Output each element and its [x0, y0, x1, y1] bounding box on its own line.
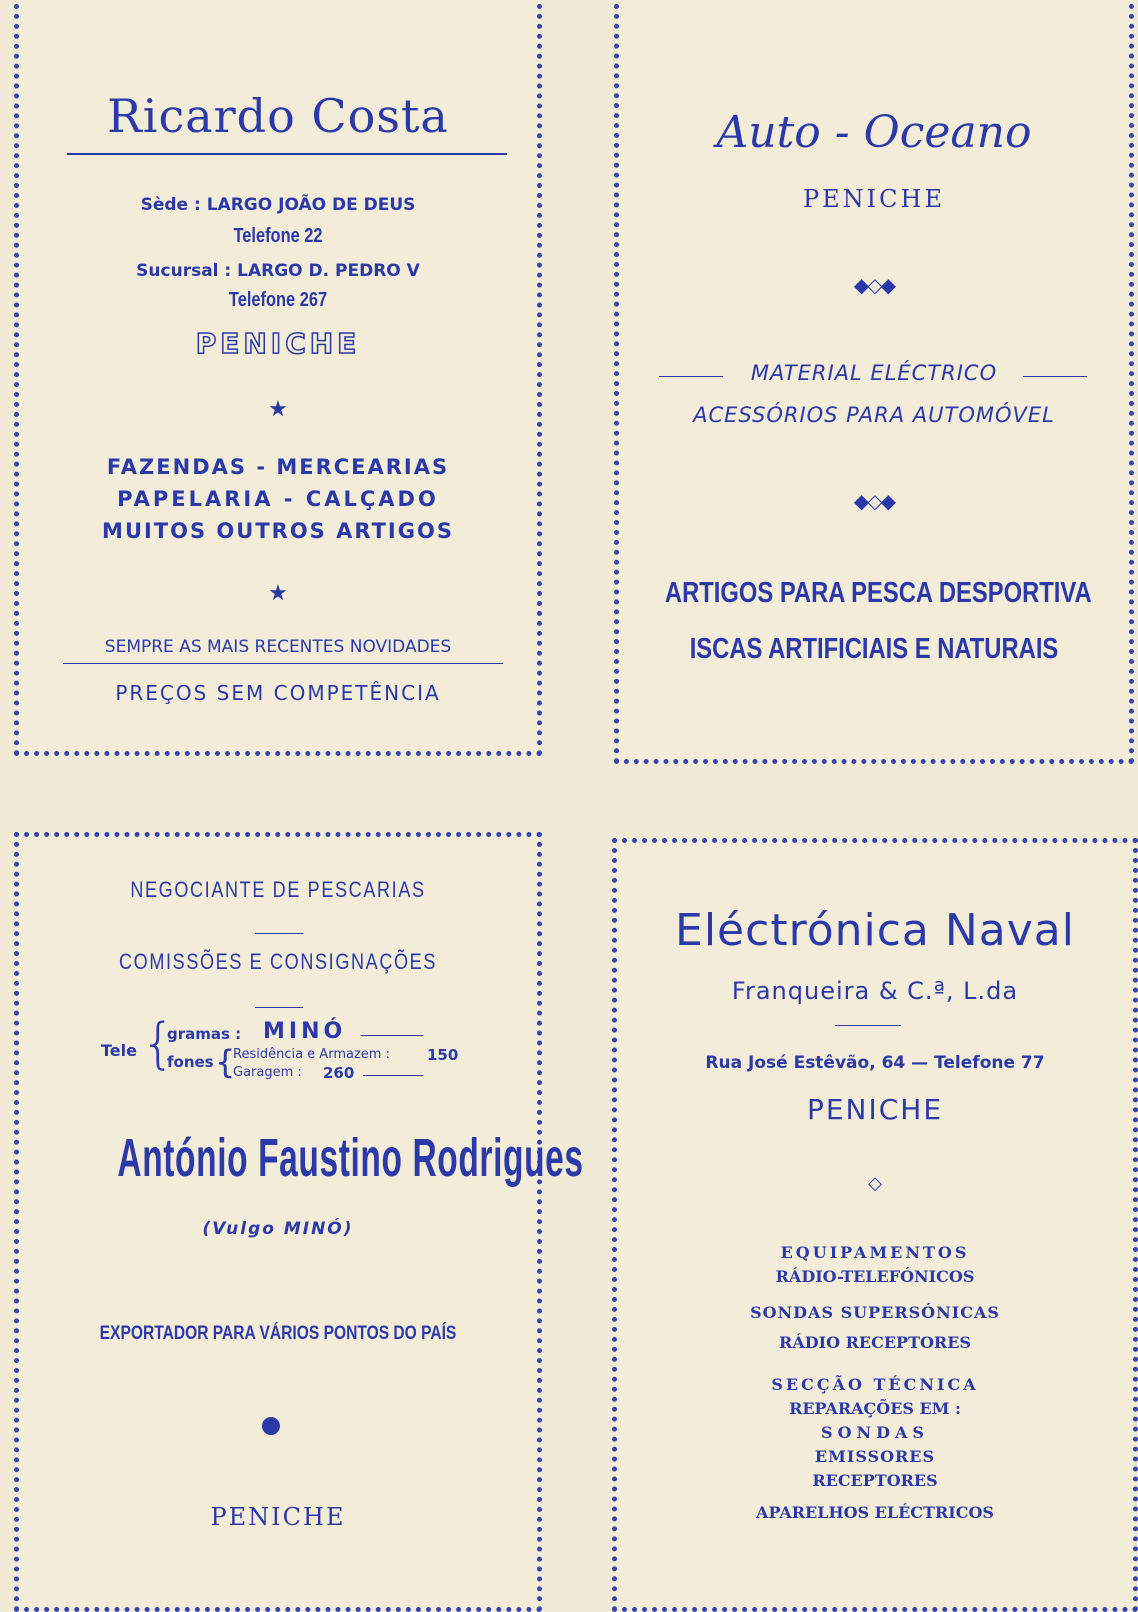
garagem-rule [363, 1075, 423, 1076]
goods-line-2: PAPELARIA - CALÇADO [117, 487, 439, 511]
garagem-number: 260 [323, 1064, 355, 1082]
vulgo: (Vulgo MINÓ) [202, 1219, 354, 1239]
mino-code: MINÓ [263, 1019, 347, 1044]
artigos-pesca: ARTIGOS PARA PESCA DESPORTIVA [664, 577, 1092, 609]
tagline-2: PREÇOS SEM COMPETÊNCIA [115, 681, 441, 705]
tagline-rule [63, 663, 503, 664]
exportador: EXPORTADOR PARA VÁRIOS PONTOS DO PAÍS [99, 1323, 457, 1344]
sede-address: Sède : LARGO JOÃO DE DEUS [140, 195, 416, 215]
dot-icon [262, 1417, 280, 1435]
ad-electronica-naval [612, 838, 1138, 1612]
ad-antonio-faustino [14, 832, 584, 1612]
residencia-label: Residência e Armazem : [233, 1047, 390, 1062]
sucursal-address: Sucursal : LARGO D. PEDRO V [136, 261, 420, 281]
goods-line-1: FAZENDAS - MERCEARIAS [106, 455, 450, 479]
tagline-1: SEMPRE AS MAIS RECENTES NOVIDADES [104, 637, 452, 657]
short-rule [255, 1007, 303, 1008]
acessorios: ACESSÓRIOS PARA AUTOMÓVEL [693, 403, 1055, 427]
ad-title: Eléctrónica Naval [675, 905, 1075, 956]
item-aparelhos: APARELHOS ELÉCTRICOS [756, 1503, 994, 1522]
item-sondas: SONDAS [821, 1423, 929, 1442]
star-icon: ★ [268, 581, 288, 606]
goods-line-3: MUITOS OUTROS ARTIGOS [102, 519, 454, 543]
ad-title: Ricardo Costa [107, 89, 449, 143]
company-name: Franqueira & C.ª, L.da [731, 977, 1019, 1005]
town: PENICHE [803, 185, 945, 213]
mino-rule [361, 1035, 423, 1036]
ad-title: Auto - Oceano [716, 107, 1032, 158]
town: PENICHE [195, 327, 361, 360]
ad-auto-oceano [614, 0, 1134, 764]
comissoes: COMISSÕES E CONSIGNAÇÕES [118, 949, 438, 974]
item-reparacoes: REPARAÇÕES EM : [789, 1399, 961, 1418]
item-radio-telefonicos: RÁDIO-TELEFÓNICOS [775, 1267, 975, 1286]
brace-icon: { [215, 1043, 236, 1081]
star-icon: ★ [268, 397, 288, 422]
town: PENICHE [210, 1503, 346, 1531]
ornament-icon: ◆◇◆ [853, 273, 895, 297]
gramas-label: gramas : [167, 1025, 242, 1043]
company-rule [835, 1025, 901, 1026]
right-rule [1023, 376, 1087, 377]
item-sondas-supersonicas: SONDAS SUPERSÓNICAS [750, 1303, 1000, 1322]
merchant-name: António Faustino Rodrigues [117, 1128, 584, 1188]
brace-icon: { [141, 1012, 176, 1075]
title-rule [67, 153, 507, 155]
item-emissores: EMISSORES [814, 1447, 936, 1466]
item-radio-receptores: RÁDIO RECEPTORES [779, 1333, 971, 1352]
town: PENICHE [806, 1093, 944, 1126]
telegram-block [101, 1012, 501, 1089]
fones-label: fones [167, 1053, 214, 1071]
ornament-icon: ◆◇◆ [853, 489, 895, 513]
ad-ricardo-costa [14, 0, 542, 756]
residencia-number: 150 [427, 1046, 459, 1064]
sede-phone: Telefone 22 [233, 225, 323, 247]
diamond-icon: ◇ [868, 1173, 882, 1194]
garagem-label: Garagem : [233, 1065, 302, 1080]
iscas: ISCAS ARTIFICIAIS E NATURAIS [689, 633, 1059, 665]
tele-label: Tele [101, 1041, 137, 1060]
address: Rua José Estêvão, 64 — Telefone 77 [705, 1053, 1045, 1073]
short-rule [255, 933, 303, 934]
item-seccao-tecnica: SECÇÃO TÉCNICA [771, 1375, 979, 1394]
item-receptores: RECEPTORES [812, 1471, 938, 1490]
material-electrico: MATERIAL ELÉCTRICO [750, 361, 998, 385]
item-equipamentos: EQUIPAMENTOS [780, 1243, 970, 1262]
negociante: NEGOCIANTE DE PESCARIAS [130, 877, 426, 902]
sucursal-phone: Telefone 267 [228, 289, 328, 311]
